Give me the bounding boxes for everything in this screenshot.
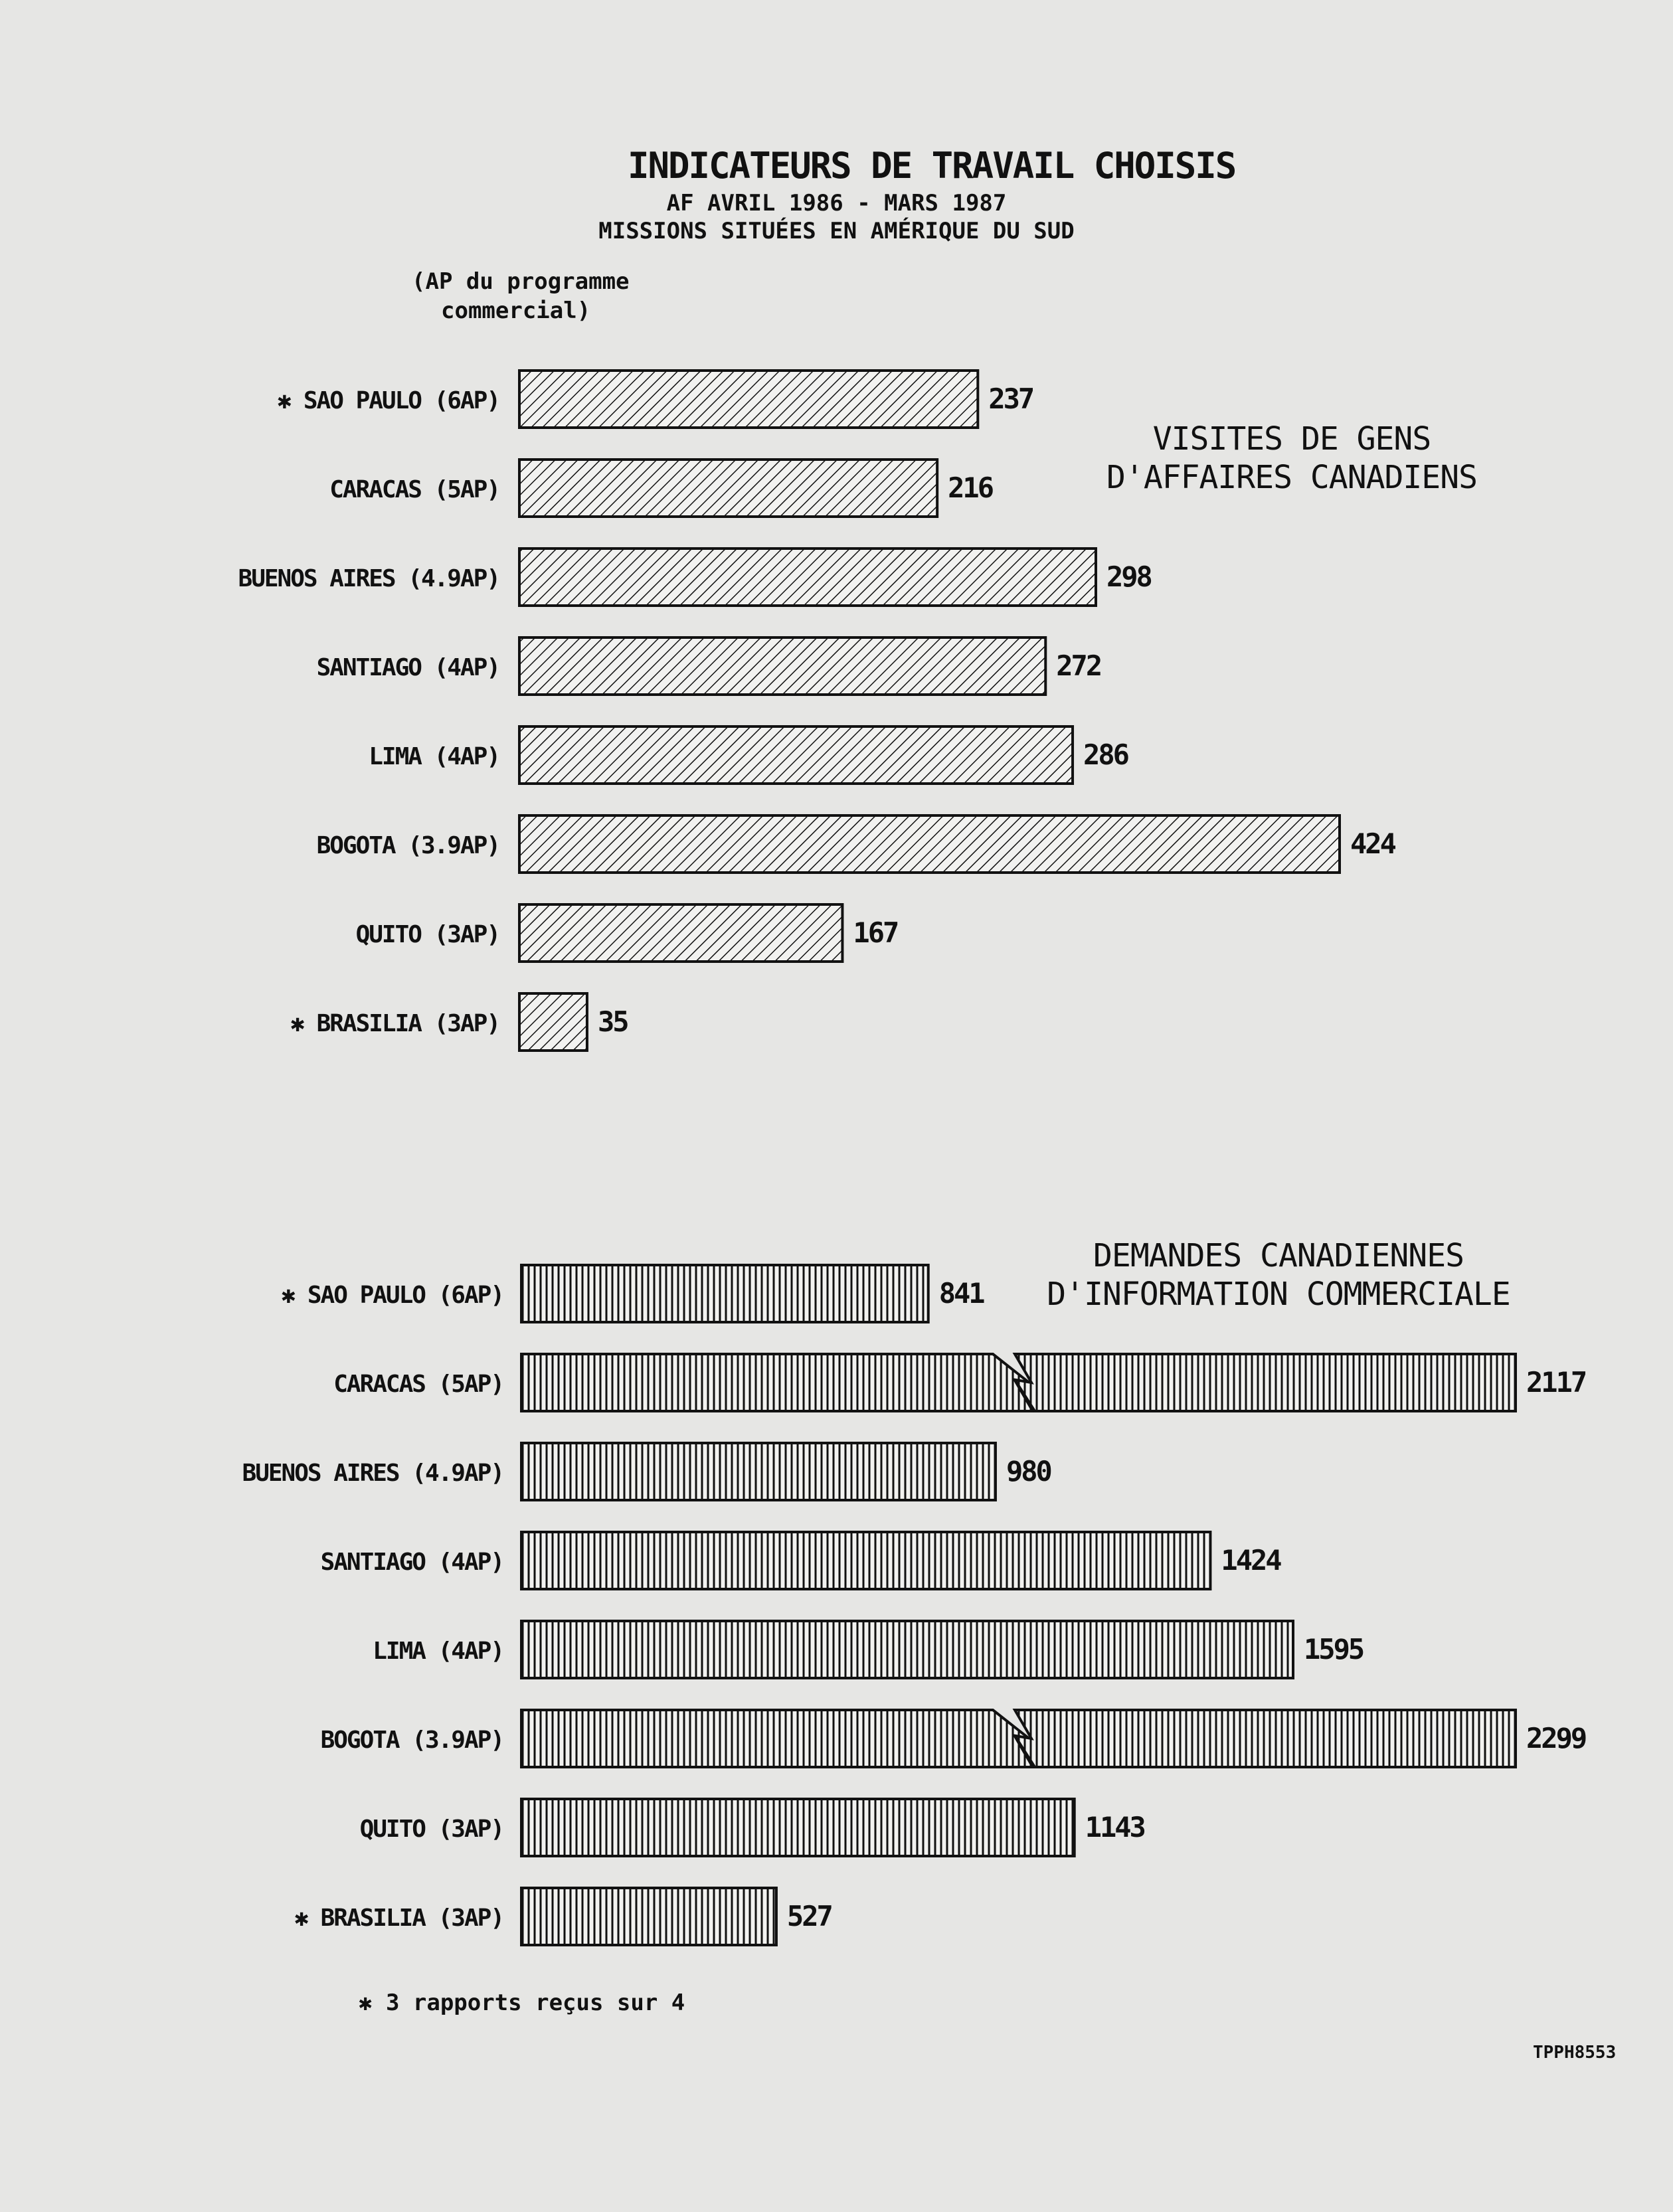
requests-value-label: 2117: [1526, 1366, 1586, 1399]
requests-title-line-2: D'INFORMATION COMMERCIALE: [1047, 1276, 1510, 1313]
visits-title-line-1: VISITES DE GENS: [1152, 420, 1431, 458]
requests-value-label: 2299: [1526, 1722, 1586, 1754]
visits-value-label: 286: [1083, 738, 1128, 771]
visits-category-label: ✱ BRASILIA (3AP): [290, 1010, 499, 1037]
requests-bar: [521, 1532, 1210, 1589]
requests-bar: [521, 1710, 1033, 1767]
requests-value-label: 841: [938, 1277, 984, 1310]
requests-bar: [521, 1443, 996, 1500]
requests-bar: [521, 1354, 1033, 1411]
visits-category-label: CARACAS (5AP): [329, 476, 499, 503]
requests-value-label: 1424: [1221, 1544, 1280, 1576]
visits-value-label: 35: [597, 1005, 628, 1038]
requests-category-label: BUENOS AIRES (4.9AP): [242, 1460, 503, 1487]
requests-category-label: BOGOTA (3.9AP): [320, 1727, 503, 1754]
units-note-line-1: (AP du programme: [412, 268, 630, 295]
visits-value-label: 237: [988, 383, 1033, 415]
subtitle-fiscal-year: AF AVRIL 1986 - MARS 1987: [666, 190, 1007, 216]
visits-bar: [519, 638, 1045, 695]
requests-category-label: SANTIAGO (4AP): [320, 1549, 503, 1576]
requests-category-label: CARACAS (5AP): [333, 1371, 503, 1398]
requests-value-label: 1595: [1304, 1633, 1364, 1665]
requests-title-line-1: DEMANDES CANADIENNES: [1093, 1237, 1464, 1274]
subtitle-missions: MISSIONS SITUÉES EN AMÉRIQUE DU SUD: [598, 218, 1075, 244]
requests-bar-continuation: [1015, 1710, 1516, 1767]
document-code: TPPH8553: [1533, 2043, 1617, 2063]
requests-bar: [521, 1799, 1075, 1856]
visits-bar: [519, 993, 587, 1051]
visits-value-label: 272: [1056, 649, 1101, 682]
visits-bar: [519, 549, 1096, 606]
visits-category-label: LIMA (4AP): [369, 743, 499, 770]
visits-title-line-2: D'AFFAIRES CANADIENS: [1106, 459, 1477, 496]
visits-bar: [519, 726, 1073, 784]
requests-bar: [521, 1888, 776, 1945]
requests-category-label: ✱ SAO PAULO (6AP): [281, 1282, 503, 1309]
requests-category-label: LIMA (4AP): [373, 1638, 503, 1665]
visits-value-label: 298: [1106, 560, 1151, 593]
visits-chart: [238, 371, 1396, 1051]
visits-category-label: ✱ SAO PAULO (6AP): [277, 387, 499, 414]
visits-bar: [519, 371, 978, 428]
visits-category-label: SANTIAGO (4AP): [316, 654, 499, 681]
visits-category-label: QUITO (3AP): [355, 921, 499, 948]
units-note-line-2: commercial): [441, 298, 591, 324]
visits-value-label: 216: [948, 471, 993, 504]
requests-bar-continuation: [1015, 1354, 1516, 1411]
visits-category-label: BOGOTA (3.9AP): [316, 832, 499, 859]
requests-value-label: 980: [1006, 1455, 1051, 1488]
visits-bar: [519, 460, 937, 517]
requests-chart: [242, 1265, 1586, 1945]
requests-bar: [521, 1265, 928, 1322]
requests-category-label: QUITO (3AP): [359, 1816, 503, 1843]
visits-bar: [519, 904, 842, 962]
visits-bar: [519, 815, 1340, 873]
visits-category-label: BUENOS AIRES (4.9AP): [238, 565, 499, 592]
requests-value-label: 527: [786, 1900, 832, 1932]
requests-bar: [521, 1621, 1293, 1678]
requests-value-label: 1143: [1085, 1811, 1144, 1843]
page-title: INDICATEURS DE TRAVAIL CHOISIS: [628, 145, 1236, 187]
visits-value-label: 424: [1350, 827, 1395, 860]
visits-value-label: 167: [853, 916, 898, 949]
requests-category-label: ✱ BRASILIA (3AP): [294, 1905, 503, 1932]
footnote: ✱ 3 rapports reçus sur 4: [359, 1990, 685, 2016]
